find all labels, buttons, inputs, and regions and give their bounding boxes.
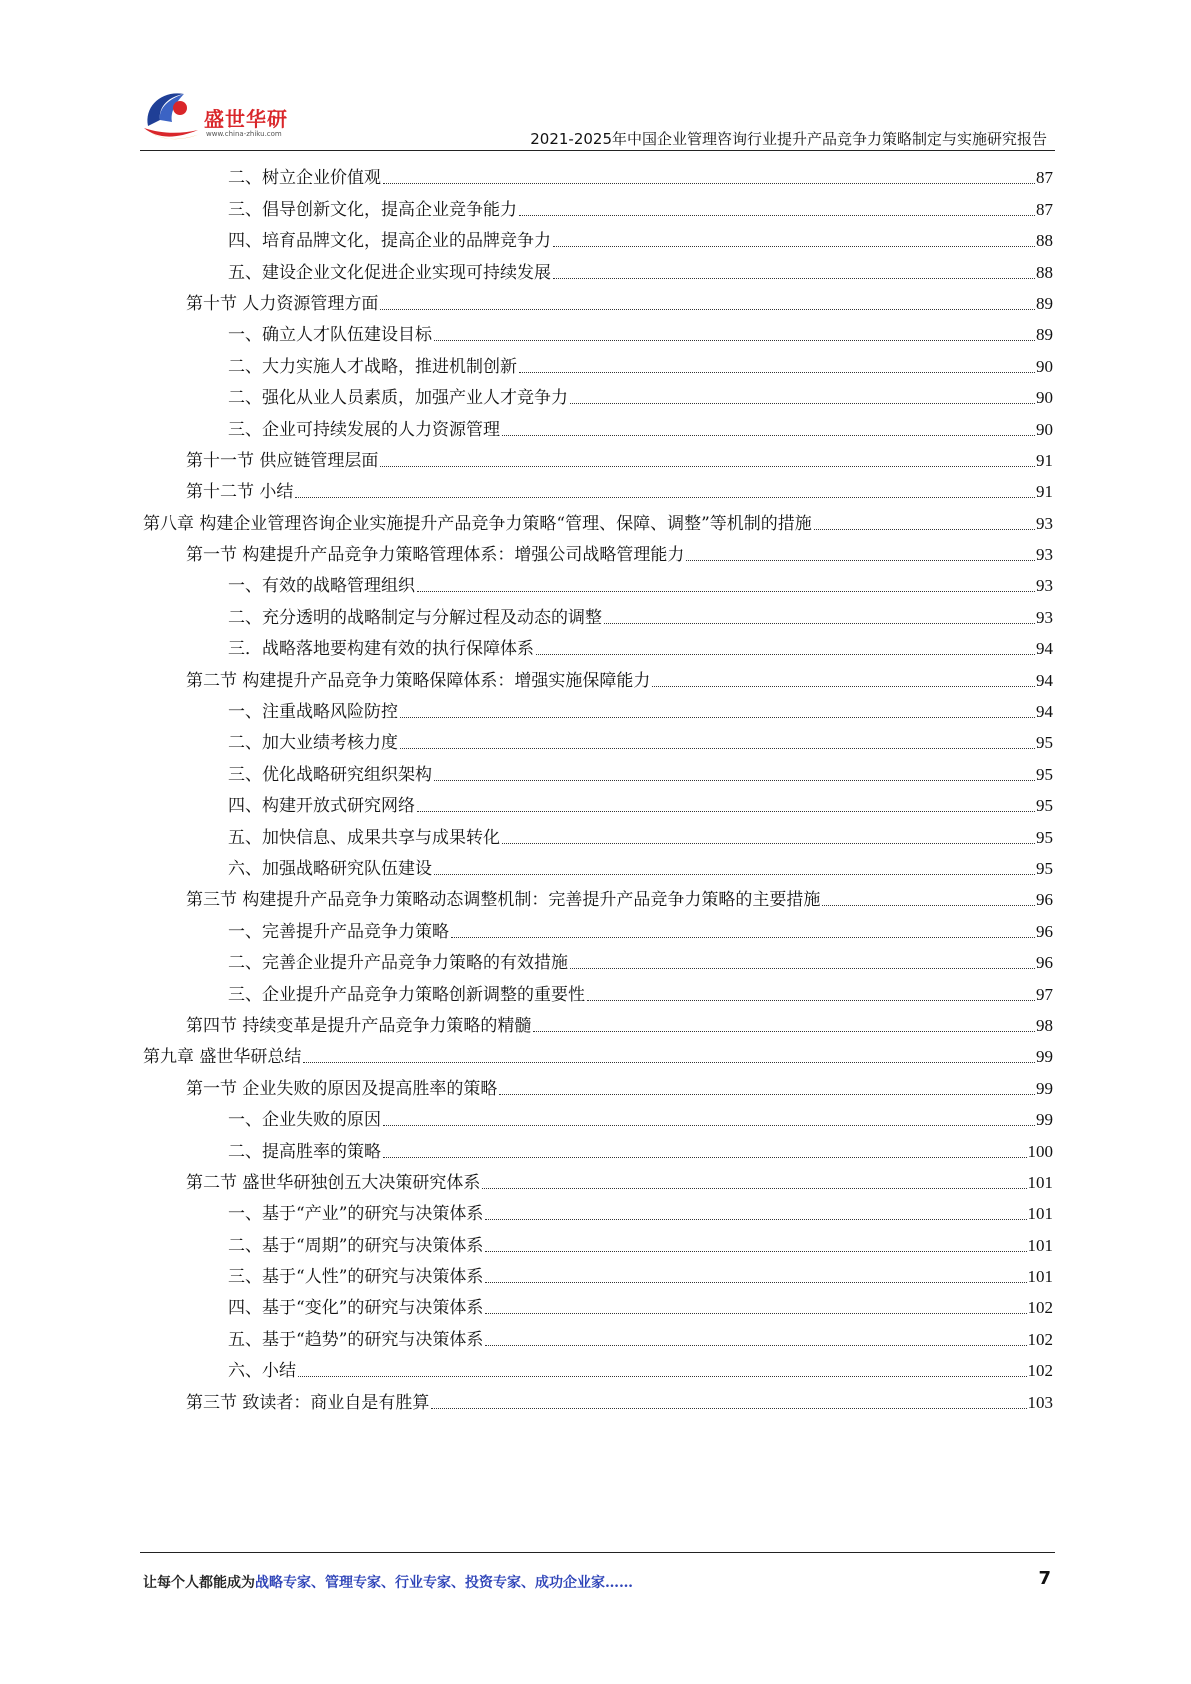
toc-entry-label: 二、充分透明的战略制定与分解过程及动态的调整 (228, 607, 602, 628)
toc-dot-leader (431, 1408, 1026, 1409)
toc-entry[interactable] (143, 849, 1053, 880)
toc-dot-leader (536, 654, 1035, 655)
toc-dot-leader (303, 1062, 1035, 1063)
toc-entry-page: 90 (1036, 356, 1053, 376)
toc-entry[interactable] (143, 441, 1053, 472)
toc-dot-leader (434, 874, 1035, 875)
toc-entry-label: 三、企业提升产品竞争力策略创新调整的重要性 (228, 984, 585, 1005)
toc-entry[interactable] (143, 252, 1053, 283)
toc-entry-page: 91 (1036, 450, 1053, 470)
toc-entry-page: 94 (1036, 670, 1053, 690)
toc-entry[interactable] (143, 692, 1053, 723)
logo-brand-name: 盛世华研 (204, 107, 288, 131)
toc-entry-label: 第十二节 小结 (186, 482, 294, 503)
toc-entry[interactable] (143, 1068, 1053, 1099)
toc-entry-label: 二、强化从业人员素质，加强产业人才竞争力 (228, 388, 568, 409)
toc-entry[interactable] (143, 409, 1053, 440)
toc-entry-label: 第十一节 供应链管理层面 (186, 450, 379, 471)
toc-entry-label: 三、倡导创新文化，提高企业竞争能力 (228, 199, 517, 220)
toc-entry-label: 三、基于“人性”的研究与决策体系 (228, 1267, 484, 1288)
toc-entry[interactable] (143, 1163, 1053, 1194)
toc-entry[interactable] (143, 1194, 1053, 1225)
toc-dot-leader (553, 246, 1035, 247)
toc-entry[interactable] (143, 817, 1053, 848)
toc-entry-label: 二、提高胜率的策略 (228, 1141, 381, 1162)
page-header (140, 84, 1055, 151)
toc-entry-label: 第二节 盛世华研独创五大决策研究体系 (186, 1172, 481, 1193)
toc-entry[interactable] (143, 189, 1053, 220)
toc-entry-label: 第三节 致读者：商业自是有胜算 (186, 1392, 430, 1413)
toc-entry-page: 97 (1036, 984, 1053, 1004)
toc-entry-label: 二、树立企业价值观 (228, 168, 381, 189)
toc-dot-leader (814, 529, 1035, 530)
toc-entry-page: 99 (1036, 1047, 1053, 1067)
toc-dot-leader (400, 748, 1035, 749)
toc-entry-label: 五、基于“趋势”的研究与决策体系 (228, 1329, 484, 1350)
logo-url: www.china-zhiku.com (206, 130, 282, 138)
toc-dot-leader (417, 811, 1035, 812)
toc-entry-page: 95 (1036, 858, 1053, 878)
toc-entry-page: 94 (1036, 702, 1053, 722)
toc-dot-leader (822, 905, 1035, 906)
toc-entry-label: 一、企业失败的原因 (228, 1110, 381, 1131)
toc-entry[interactable] (143, 1382, 1053, 1413)
toc-entry-page: 96 (1036, 953, 1053, 973)
toc-entry-page: 87 (1036, 168, 1053, 188)
toc-entry[interactable] (143, 566, 1053, 597)
footer-divider (140, 1552, 1055, 1553)
toc-dot-leader (417, 591, 1035, 592)
toc-entry[interactable] (143, 472, 1053, 503)
toc-entry-page: 96 (1036, 890, 1053, 910)
toc-entry-label: 第八章 构建企业管理咨询企业实施提升产品竞争力策略“管理、保障、调整”等机制的措施 (143, 513, 812, 534)
toc-entry-label: 六、小结 (228, 1361, 296, 1382)
toc-entry-label: 二、完善企业提升产品竞争力策略的有效措施 (228, 953, 568, 974)
toc-entry-label: 三、优化战略研究组织架构 (228, 764, 432, 785)
logo-emblem-icon (140, 84, 204, 144)
toc-entry-label: 四、构建开放式研究网络 (228, 796, 415, 817)
toc-dot-leader (533, 1031, 1035, 1032)
toc-dot-leader (502, 435, 1035, 436)
toc-entry-page: 99 (1036, 1110, 1053, 1130)
toc-entry-page: 100 (1027, 1141, 1053, 1161)
toc-entry-page: 101 (1027, 1267, 1053, 1287)
toc-entry[interactable] (143, 1131, 1053, 1162)
toc-entry[interactable] (143, 629, 1053, 660)
toc-entry-page: 99 (1036, 1078, 1053, 1098)
toc-entry-page: 101 (1027, 1235, 1053, 1255)
toc-entry-label: 第三节 构建提升产品竞争力策略动态调整机制：完善提升产品竞争力策略的主要措施 (186, 890, 821, 911)
toc-dot-leader (383, 1125, 1035, 1126)
toc-dot-leader (400, 717, 1035, 718)
toc-entry[interactable] (143, 535, 1053, 566)
toc-entry-label: 第九章 盛世华研总结 (143, 1047, 302, 1068)
toc-entry[interactable] (143, 315, 1053, 346)
toc-dot-leader (553, 278, 1035, 279)
toc-dot-leader (383, 1157, 1027, 1158)
toc-entry-page: 89 (1036, 325, 1053, 345)
toc-entry[interactable] (143, 158, 1053, 189)
toc-dot-leader (587, 1000, 1035, 1001)
toc-entry-page: 102 (1027, 1361, 1053, 1381)
toc-entry-label: 第十节 人力资源管理方面 (186, 293, 379, 314)
toc-dot-leader (519, 215, 1035, 216)
toc-entry-page: 90 (1036, 419, 1053, 439)
toc-entry[interactable] (143, 754, 1053, 785)
table-of-contents (143, 158, 1053, 1414)
toc-entry-label: 五、建设企业文化促进企业实现可持续发展 (228, 262, 551, 283)
document-title: 2021-2025年中国企业管理咨询行业提升产品竞争力策略制定与实施研究报告 (530, 130, 1047, 148)
toc-dot-leader (380, 466, 1035, 467)
footer-slogan-highlight: 战略专家、管理专家、行业专家、投资专家、成功企业家…… (255, 1575, 633, 1591)
toc-entry-label: 一、注重战略风险防控 (228, 702, 398, 723)
toc-entry-label: 三．战略落地要构建有效的执行保障体系 (228, 639, 534, 660)
toc-entry[interactable] (143, 1288, 1053, 1319)
toc-entry[interactable] (143, 1257, 1053, 1288)
toc-dot-leader (519, 372, 1035, 373)
toc-dot-leader (451, 937, 1035, 938)
toc-entry-label: 第一节 企业失败的原因及提高胜率的策略 (186, 1078, 498, 1099)
company-logo (140, 84, 320, 144)
toc-dot-leader (502, 843, 1035, 844)
toc-entry-page: 95 (1036, 733, 1053, 753)
toc-entry-label: 三、企业可持续发展的人力资源管理 (228, 419, 500, 440)
toc-dot-leader (485, 1345, 1026, 1346)
toc-entry-label: 五、加快信息、成果共享与成果转化 (228, 827, 500, 848)
toc-entry-page: 88 (1036, 231, 1053, 251)
toc-dot-leader (485, 1251, 1026, 1252)
toc-entry-page: 90 (1036, 388, 1053, 408)
toc-entry[interactable] (143, 880, 1053, 911)
toc-entry[interactable] (143, 346, 1053, 377)
toc-dot-leader (383, 183, 1035, 184)
toc-entry-page: 95 (1036, 764, 1053, 784)
toc-entry-label: 二、加大业绩考核力度 (228, 733, 398, 754)
toc-entry-page: 101 (1027, 1172, 1053, 1192)
toc-dot-leader (434, 340, 1035, 341)
toc-entry-page: 93 (1036, 545, 1053, 565)
toc-entry[interactable] (143, 1006, 1053, 1037)
toc-entry-page: 91 (1036, 482, 1053, 502)
toc-entry-page: 93 (1036, 576, 1053, 596)
toc-entry[interactable] (143, 221, 1053, 252)
toc-dot-leader (570, 968, 1035, 969)
toc-entry[interactable] (143, 660, 1053, 691)
toc-entry-page: 93 (1036, 513, 1053, 533)
toc-entry-label: 第二节 构建提升产品竞争力策略保障体系：增强实施保障能力 (186, 670, 651, 691)
toc-dot-leader (570, 403, 1035, 404)
toc-entry-page: 96 (1036, 921, 1053, 941)
toc-entry-label: 四、基于“变化”的研究与决策体系 (228, 1298, 484, 1319)
toc-entry[interactable] (143, 597, 1053, 628)
toc-entry-page: 103 (1027, 1392, 1053, 1412)
toc-entry-page: 87 (1036, 199, 1053, 219)
toc-dot-leader (686, 560, 1035, 561)
toc-entry-page: 94 (1036, 639, 1053, 659)
toc-entry-label: 二、大力实施人才战略，推进机制创新 (228, 356, 517, 377)
toc-dot-leader (380, 309, 1035, 310)
toc-entry[interactable] (143, 974, 1053, 1005)
toc-entry[interactable] (143, 786, 1053, 817)
toc-dot-leader (482, 1188, 1026, 1189)
toc-entry[interactable] (143, 723, 1053, 754)
toc-entry[interactable] (143, 1037, 1053, 1068)
toc-entry[interactable] (143, 378, 1053, 409)
toc-entry-label: 第四节 持续变革是提升产品竞争力策略的精髓 (186, 1015, 532, 1036)
toc-entry-page: 102 (1027, 1298, 1053, 1318)
toc-entry-page: 98 (1036, 1015, 1053, 1035)
footer-slogan (143, 1572, 633, 1592)
toc-dot-leader (434, 780, 1035, 781)
toc-entry-page: 95 (1036, 827, 1053, 847)
toc-dot-leader (485, 1282, 1026, 1283)
toc-entry-page: 102 (1027, 1329, 1053, 1349)
toc-entry-page: 95 (1036, 796, 1053, 816)
toc-dot-leader (499, 1094, 1035, 1095)
toc-entry[interactable] (143, 1319, 1053, 1350)
toc-entry-label: 六、加强战略研究队伍建设 (228, 858, 432, 879)
toc-entry-label: 一、基于“产业”的研究与决策体系 (228, 1204, 484, 1225)
toc-entry-label: 一、确立人才队伍建设目标 (228, 325, 432, 346)
footer-slogan-prefix: 让每个人都能成为 (143, 1575, 255, 1591)
toc-entry-page: 88 (1036, 262, 1053, 282)
toc-dot-leader (604, 623, 1035, 624)
toc-entry-label: 二、基于“周期”的研究与决策体系 (228, 1235, 484, 1256)
toc-entry[interactable] (143, 503, 1053, 534)
toc-entry[interactable] (143, 1225, 1053, 1256)
toc-entry-label: 一、有效的战略管理组织 (228, 576, 415, 597)
toc-dot-leader (298, 1376, 1027, 1377)
toc-entry[interactable] (143, 1351, 1053, 1382)
toc-entry[interactable] (143, 284, 1053, 315)
toc-entry-page: 101 (1027, 1204, 1053, 1224)
toc-dot-leader (485, 1313, 1026, 1314)
toc-entry-page: 89 (1036, 293, 1053, 313)
toc-entry-label: 四、培育品牌文化，提高企业的品牌竞争力 (228, 231, 551, 252)
toc-dot-leader (652, 686, 1035, 687)
toc-dot-leader (485, 1219, 1026, 1220)
toc-entry[interactable] (143, 943, 1053, 974)
page-number: 7 (1038, 1568, 1051, 1589)
toc-dot-leader (295, 497, 1035, 498)
toc-entry[interactable] (143, 1100, 1053, 1131)
toc-entry-label: 一、完善提升产品竞争力策略 (228, 921, 449, 942)
toc-entry-label: 第一节 构建提升产品竞争力策略管理体系：增强公司战略管理能力 (186, 545, 685, 566)
toc-entry-page: 93 (1036, 607, 1053, 627)
toc-entry[interactable] (143, 911, 1053, 942)
